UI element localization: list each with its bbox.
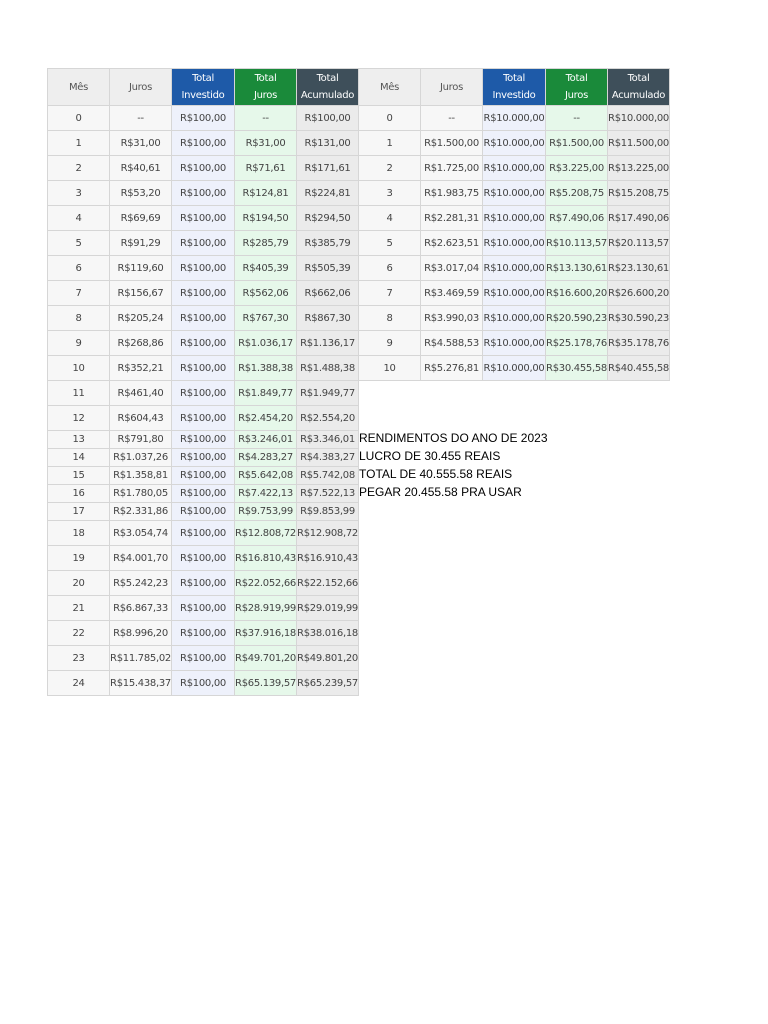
note-line: LUCRO DE 30.455 REAIS (359, 449, 501, 463)
header-label: Total (627, 73, 650, 84)
table-monthly-10000 (358, 68, 670, 381)
table-row (48, 503, 359, 521)
table-row (359, 231, 670, 256)
mes-cell: 17 (48, 503, 110, 521)
total-juros-cell: R$3.246,01 (235, 431, 297, 449)
table-row (359, 156, 670, 181)
total-juros-cell: R$1.036,17 (235, 331, 297, 356)
total-investido-cell: R$100,00 (172, 356, 235, 381)
header-label: Juros (564, 90, 588, 101)
juros-cell: R$2.281,31 (421, 206, 483, 231)
header-label: Mês (68, 81, 89, 93)
total-acumulado-cell: R$13.225,00 (608, 156, 670, 181)
total-investido-cell: R$10.000,00 (483, 331, 546, 356)
juros-cell: R$8.996,20 (110, 621, 172, 646)
table-row (48, 485, 359, 503)
total-juros-cell: R$31,00 (235, 131, 297, 156)
total-juros-cell: R$5.642,08 (235, 467, 297, 485)
juros-cell: R$69,69 (110, 206, 172, 231)
mes-cell: 10 (48, 356, 110, 381)
juros-cell: R$156,67 (110, 281, 172, 306)
juros-cell: R$40,61 (110, 156, 172, 181)
total-acumulado-cell: R$20.113,57 (608, 231, 670, 256)
mes-cell: 24 (48, 671, 110, 696)
table-row (48, 467, 359, 485)
juros-cell: R$352,21 (110, 356, 172, 381)
table-row (48, 521, 359, 546)
total-juros-cell: R$7.490,06 (546, 206, 608, 231)
table-row (359, 331, 670, 356)
total-investido-cell: R$100,00 (172, 231, 235, 256)
mes-cell: 19 (48, 546, 110, 571)
total-juros-cell: R$20.590,23 (546, 306, 608, 331)
total-acumulado-cell: R$3.346,01 (297, 431, 359, 449)
total-acumulado-cell: R$867,30 (297, 306, 359, 331)
table-row (359, 181, 670, 206)
total-juros-cell: R$22.052,66 (235, 571, 297, 596)
total-juros-cell: R$562,06 (235, 281, 297, 306)
total-acumulado-cell: R$40.455,58 (608, 356, 670, 381)
total-juros-cell: R$5.208,75 (546, 181, 608, 206)
total-acumulado-cell: R$5.742,08 (297, 467, 359, 485)
total-acumulado-cell: R$35.178,76 (608, 331, 670, 356)
total-juros-cell: R$10.113,57 (546, 231, 608, 256)
mes-cell: 10 (359, 356, 421, 381)
mes-cell: 8 (48, 306, 110, 331)
total-acumulado-cell: R$65.239,57 (297, 671, 359, 696)
col-total-investido-header (172, 69, 235, 106)
mes-cell: 16 (48, 485, 110, 503)
total-investido-cell: R$100,00 (172, 181, 235, 206)
juros-cell: R$1.500,00 (421, 131, 483, 156)
total-acumulado-cell: R$22.152,66 (297, 571, 359, 596)
total-investido-cell: R$100,00 (172, 256, 235, 281)
total-juros-cell: R$1.500,00 (546, 131, 608, 156)
total-acumulado-cell: R$23.130,61 (608, 256, 670, 281)
mes-cell: 7 (359, 281, 421, 306)
juros-cell: -- (110, 106, 172, 131)
mes-cell: 12 (48, 406, 110, 431)
total-investido-cell: R$100,00 (172, 546, 235, 571)
table-row (48, 306, 359, 331)
total-acumulado-cell: R$171,61 (297, 156, 359, 181)
mes-cell: 2 (48, 156, 110, 181)
table-row (48, 546, 359, 571)
mes-cell: 1 (359, 131, 421, 156)
total-acumulado-cell: R$505,39 (297, 256, 359, 281)
mes-cell: 23 (48, 646, 110, 671)
total-investido-cell: R$100,00 (172, 503, 235, 521)
table-row (48, 671, 359, 696)
table-row (48, 281, 359, 306)
total-acumulado-cell: R$385,79 (297, 231, 359, 256)
total-acumulado-cell: R$294,50 (297, 206, 359, 231)
total-acumulado-cell: R$2.554,20 (297, 406, 359, 431)
table-row (48, 206, 359, 231)
total-juros-cell: R$7.422,13 (235, 485, 297, 503)
table-row (48, 356, 359, 381)
juros-cell: R$3.054,74 (110, 521, 172, 546)
header-label: Total (192, 73, 214, 84)
header-label: Total (503, 73, 525, 84)
total-acumulado-cell: R$1.949,77 (297, 381, 359, 406)
table-row (359, 131, 670, 156)
total-investido-cell: R$100,00 (172, 485, 235, 503)
total-juros-cell: R$405,39 (235, 256, 297, 281)
juros-cell: R$1.983,75 (421, 181, 483, 206)
juros-cell: R$119,60 (110, 256, 172, 281)
total-juros-cell: R$49.701,20 (235, 646, 297, 671)
header-label: Acumulado (300, 90, 355, 101)
total-acumulado-cell: R$16.910,43 (297, 546, 359, 571)
total-investido-cell: R$100,00 (172, 206, 235, 231)
header-label: Total (565, 73, 588, 84)
total-juros-cell: R$1.388,38 (235, 356, 297, 381)
juros-cell: R$6.867,33 (110, 596, 172, 621)
juros-cell: R$15.438,37 (110, 671, 172, 696)
total-investido-cell: R$100,00 (172, 671, 235, 696)
juros-cell: R$31,00 (110, 131, 172, 156)
juros-cell: R$4.001,70 (110, 546, 172, 571)
total-juros-cell: R$71,61 (235, 156, 297, 181)
mes-cell: 21 (48, 596, 110, 621)
total-investido-cell: R$100,00 (172, 646, 235, 671)
total-investido-cell: R$100,00 (172, 131, 235, 156)
total-acumulado-cell: R$662,06 (297, 281, 359, 306)
table-row (48, 431, 359, 449)
total-juros-cell: R$767,30 (235, 306, 297, 331)
mes-cell: 0 (48, 106, 110, 131)
mes-cell: 5 (48, 231, 110, 256)
note-line: PEGAR 20.455.58 PRA USAR (359, 485, 522, 499)
total-juros-cell: R$9.753,99 (235, 503, 297, 521)
table-row (359, 206, 670, 231)
table-row (48, 646, 359, 671)
juros-cell: -- (421, 106, 483, 131)
table-row (359, 356, 670, 381)
total-investido-cell: R$10.000,00 (483, 231, 546, 256)
total-acumulado-cell: R$12.908,72 (297, 521, 359, 546)
header-label: Total (316, 73, 339, 84)
total-investido-cell: R$100,00 (172, 571, 235, 596)
table-row (359, 256, 670, 281)
total-acumulado-cell: R$15.208,75 (608, 181, 670, 206)
mes-cell: 4 (48, 206, 110, 231)
table-monthly-100 (47, 68, 359, 696)
table-row (48, 381, 359, 406)
mes-cell: 3 (48, 181, 110, 206)
table-row (359, 306, 670, 331)
total-juros-cell: R$4.283,27 (235, 449, 297, 467)
mes-cell: 14 (48, 449, 110, 467)
total-acumulado-cell: R$224,81 (297, 181, 359, 206)
col-total-juros-header (546, 69, 608, 106)
col-total-acumulado-header (608, 69, 670, 106)
table-row (359, 106, 670, 131)
col-mes-header (359, 69, 421, 106)
total-juros-cell: -- (235, 106, 297, 131)
total-acumulado-cell: R$1.136,17 (297, 331, 359, 356)
total-juros-cell: R$65.139,57 (235, 671, 297, 696)
total-investido-cell: R$10.000,00 (483, 206, 546, 231)
total-acumulado-cell: R$49.801,20 (297, 646, 359, 671)
total-investido-cell: R$10.000,00 (483, 181, 546, 206)
col-total-acumulado-header (297, 69, 359, 106)
total-investido-cell: R$100,00 (172, 381, 235, 406)
juros-cell: R$11.785,02 (110, 646, 172, 671)
table-row (48, 106, 359, 131)
table-row (48, 131, 359, 156)
juros-cell: R$3.469,59 (421, 281, 483, 306)
col-mes-header (48, 69, 110, 106)
mes-cell: 5 (359, 231, 421, 256)
juros-cell: R$1.358,81 (110, 467, 172, 485)
mes-cell: 8 (359, 306, 421, 331)
juros-cell: R$1.037,26 (110, 449, 172, 467)
total-juros-cell: R$3.225,00 (546, 156, 608, 181)
table-row (48, 449, 359, 467)
mes-cell: 4 (359, 206, 421, 231)
total-juros-cell: R$12.808,72 (235, 521, 297, 546)
table-row (48, 331, 359, 356)
header-label: Juros (253, 90, 277, 101)
header-label: Juros (128, 81, 152, 93)
total-investido-cell: R$10.000,00 (483, 156, 546, 181)
total-juros-cell: R$194,50 (235, 206, 297, 231)
juros-cell: R$91,29 (110, 231, 172, 256)
mes-cell: 18 (48, 521, 110, 546)
total-juros-cell: R$124,81 (235, 181, 297, 206)
total-acumulado-cell: R$26.600,20 (608, 281, 670, 306)
header-label: Acumulado (611, 90, 666, 101)
total-investido-cell: R$10.000,00 (483, 306, 546, 331)
juros-cell: R$461,40 (110, 381, 172, 406)
total-acumulado-cell: R$30.590,23 (608, 306, 670, 331)
header-row (359, 69, 670, 106)
juros-cell: R$268,86 (110, 331, 172, 356)
total-juros-cell: -- (546, 106, 608, 131)
note-line: TOTAL DE 40.555.58 REAIS (359, 467, 513, 481)
mes-cell: 6 (48, 256, 110, 281)
table-row (359, 281, 670, 306)
total-investido-cell: R$10.000,00 (483, 356, 546, 381)
total-investido-cell: R$100,00 (172, 467, 235, 485)
header-label: Investido (181, 90, 225, 101)
juros-cell: R$205,24 (110, 306, 172, 331)
table-row (48, 596, 359, 621)
total-acumulado-cell: R$100,00 (297, 106, 359, 131)
total-acumulado-cell: R$10.000,00 (608, 106, 670, 131)
table-row (48, 621, 359, 646)
total-juros-cell: R$13.130,61 (546, 256, 608, 281)
juros-cell: R$3.017,04 (421, 256, 483, 281)
col-total-juros-header (235, 69, 297, 106)
juros-cell: R$791,80 (110, 431, 172, 449)
juros-cell: R$53,20 (110, 181, 172, 206)
total-investido-cell: R$100,00 (172, 521, 235, 546)
mes-cell: 1 (48, 131, 110, 156)
total-acumulado-cell: R$7.522,13 (297, 485, 359, 503)
note-line: RENDIMENTOS DO ANO DE 2023 (359, 431, 548, 445)
total-juros-cell: R$37.916,18 (235, 621, 297, 646)
total-acumulado-cell: R$1.488,38 (297, 356, 359, 381)
mes-cell: 9 (359, 331, 421, 356)
total-juros-cell: R$2.454,20 (235, 406, 297, 431)
total-investido-cell: R$100,00 (172, 281, 235, 306)
total-investido-cell: R$100,00 (172, 431, 235, 449)
total-acumulado-cell: R$38.016,18 (297, 621, 359, 646)
table-row (48, 406, 359, 431)
total-investido-cell: R$10.000,00 (483, 106, 546, 131)
total-juros-cell: R$1.849,77 (235, 381, 297, 406)
header-label: Investido (492, 90, 536, 101)
header-label: Total (254, 73, 277, 84)
total-investido-cell: R$100,00 (172, 331, 235, 356)
total-investido-cell: R$10.000,00 (483, 256, 546, 281)
total-investido-cell: R$100,00 (172, 106, 235, 131)
col-total-investido-header (483, 69, 546, 106)
total-juros-cell: R$285,79 (235, 231, 297, 256)
total-investido-cell: R$100,00 (172, 156, 235, 181)
mes-cell: 6 (359, 256, 421, 281)
total-investido-cell: R$100,00 (172, 306, 235, 331)
total-juros-cell: R$16.600,20 (546, 281, 608, 306)
mes-cell: 13 (48, 431, 110, 449)
mes-cell: 2 (359, 156, 421, 181)
mes-cell: 7 (48, 281, 110, 306)
total-investido-cell: R$10.000,00 (483, 281, 546, 306)
total-investido-cell: R$100,00 (172, 596, 235, 621)
total-acumulado-cell: R$4.383,27 (297, 449, 359, 467)
juros-cell: R$1.780,05 (110, 485, 172, 503)
juros-cell: R$604,43 (110, 406, 172, 431)
juros-cell: R$4.588,53 (421, 331, 483, 356)
total-juros-cell: R$30.455,58 (546, 356, 608, 381)
juros-cell: R$3.990,03 (421, 306, 483, 331)
juros-cell: R$2.331,86 (110, 503, 172, 521)
total-investido-cell: R$100,00 (172, 621, 235, 646)
total-acumulado-cell: R$9.853,99 (297, 503, 359, 521)
total-juros-cell: R$28.919,99 (235, 596, 297, 621)
header-label: Mês (379, 81, 400, 93)
mes-cell: 9 (48, 331, 110, 356)
juros-cell: R$5.242,23 (110, 571, 172, 596)
mes-cell: 11 (48, 381, 110, 406)
header-row (48, 69, 359, 106)
juros-cell: R$5.276,81 (421, 356, 483, 381)
total-acumulado-cell: R$131,00 (297, 131, 359, 156)
table-row (48, 156, 359, 181)
table-row (48, 231, 359, 256)
mes-cell: 3 (359, 181, 421, 206)
total-juros-cell: R$16.810,43 (235, 546, 297, 571)
total-investido-cell: R$10.000,00 (483, 131, 546, 156)
header-label: Juros (439, 81, 463, 93)
mes-cell: 15 (48, 467, 110, 485)
table-row (48, 256, 359, 281)
col-juros-header (421, 69, 483, 106)
total-acumulado-cell: R$17.490,06 (608, 206, 670, 231)
total-investido-cell: R$100,00 (172, 449, 235, 467)
total-investido-cell: R$100,00 (172, 406, 235, 431)
total-juros-cell: R$25.178,76 (546, 331, 608, 356)
col-juros-header (110, 69, 172, 106)
mes-cell: 20 (48, 571, 110, 596)
juros-cell: R$1.725,00 (421, 156, 483, 181)
total-acumulado-cell: R$11.500,00 (608, 131, 670, 156)
mes-cell: 22 (48, 621, 110, 646)
juros-cell: R$2.623,51 (421, 231, 483, 256)
total-acumulado-cell: R$29.019,99 (297, 596, 359, 621)
mes-cell: 0 (359, 106, 421, 131)
table-row (48, 571, 359, 596)
notes-block (359, 429, 548, 501)
table-row (48, 181, 359, 206)
